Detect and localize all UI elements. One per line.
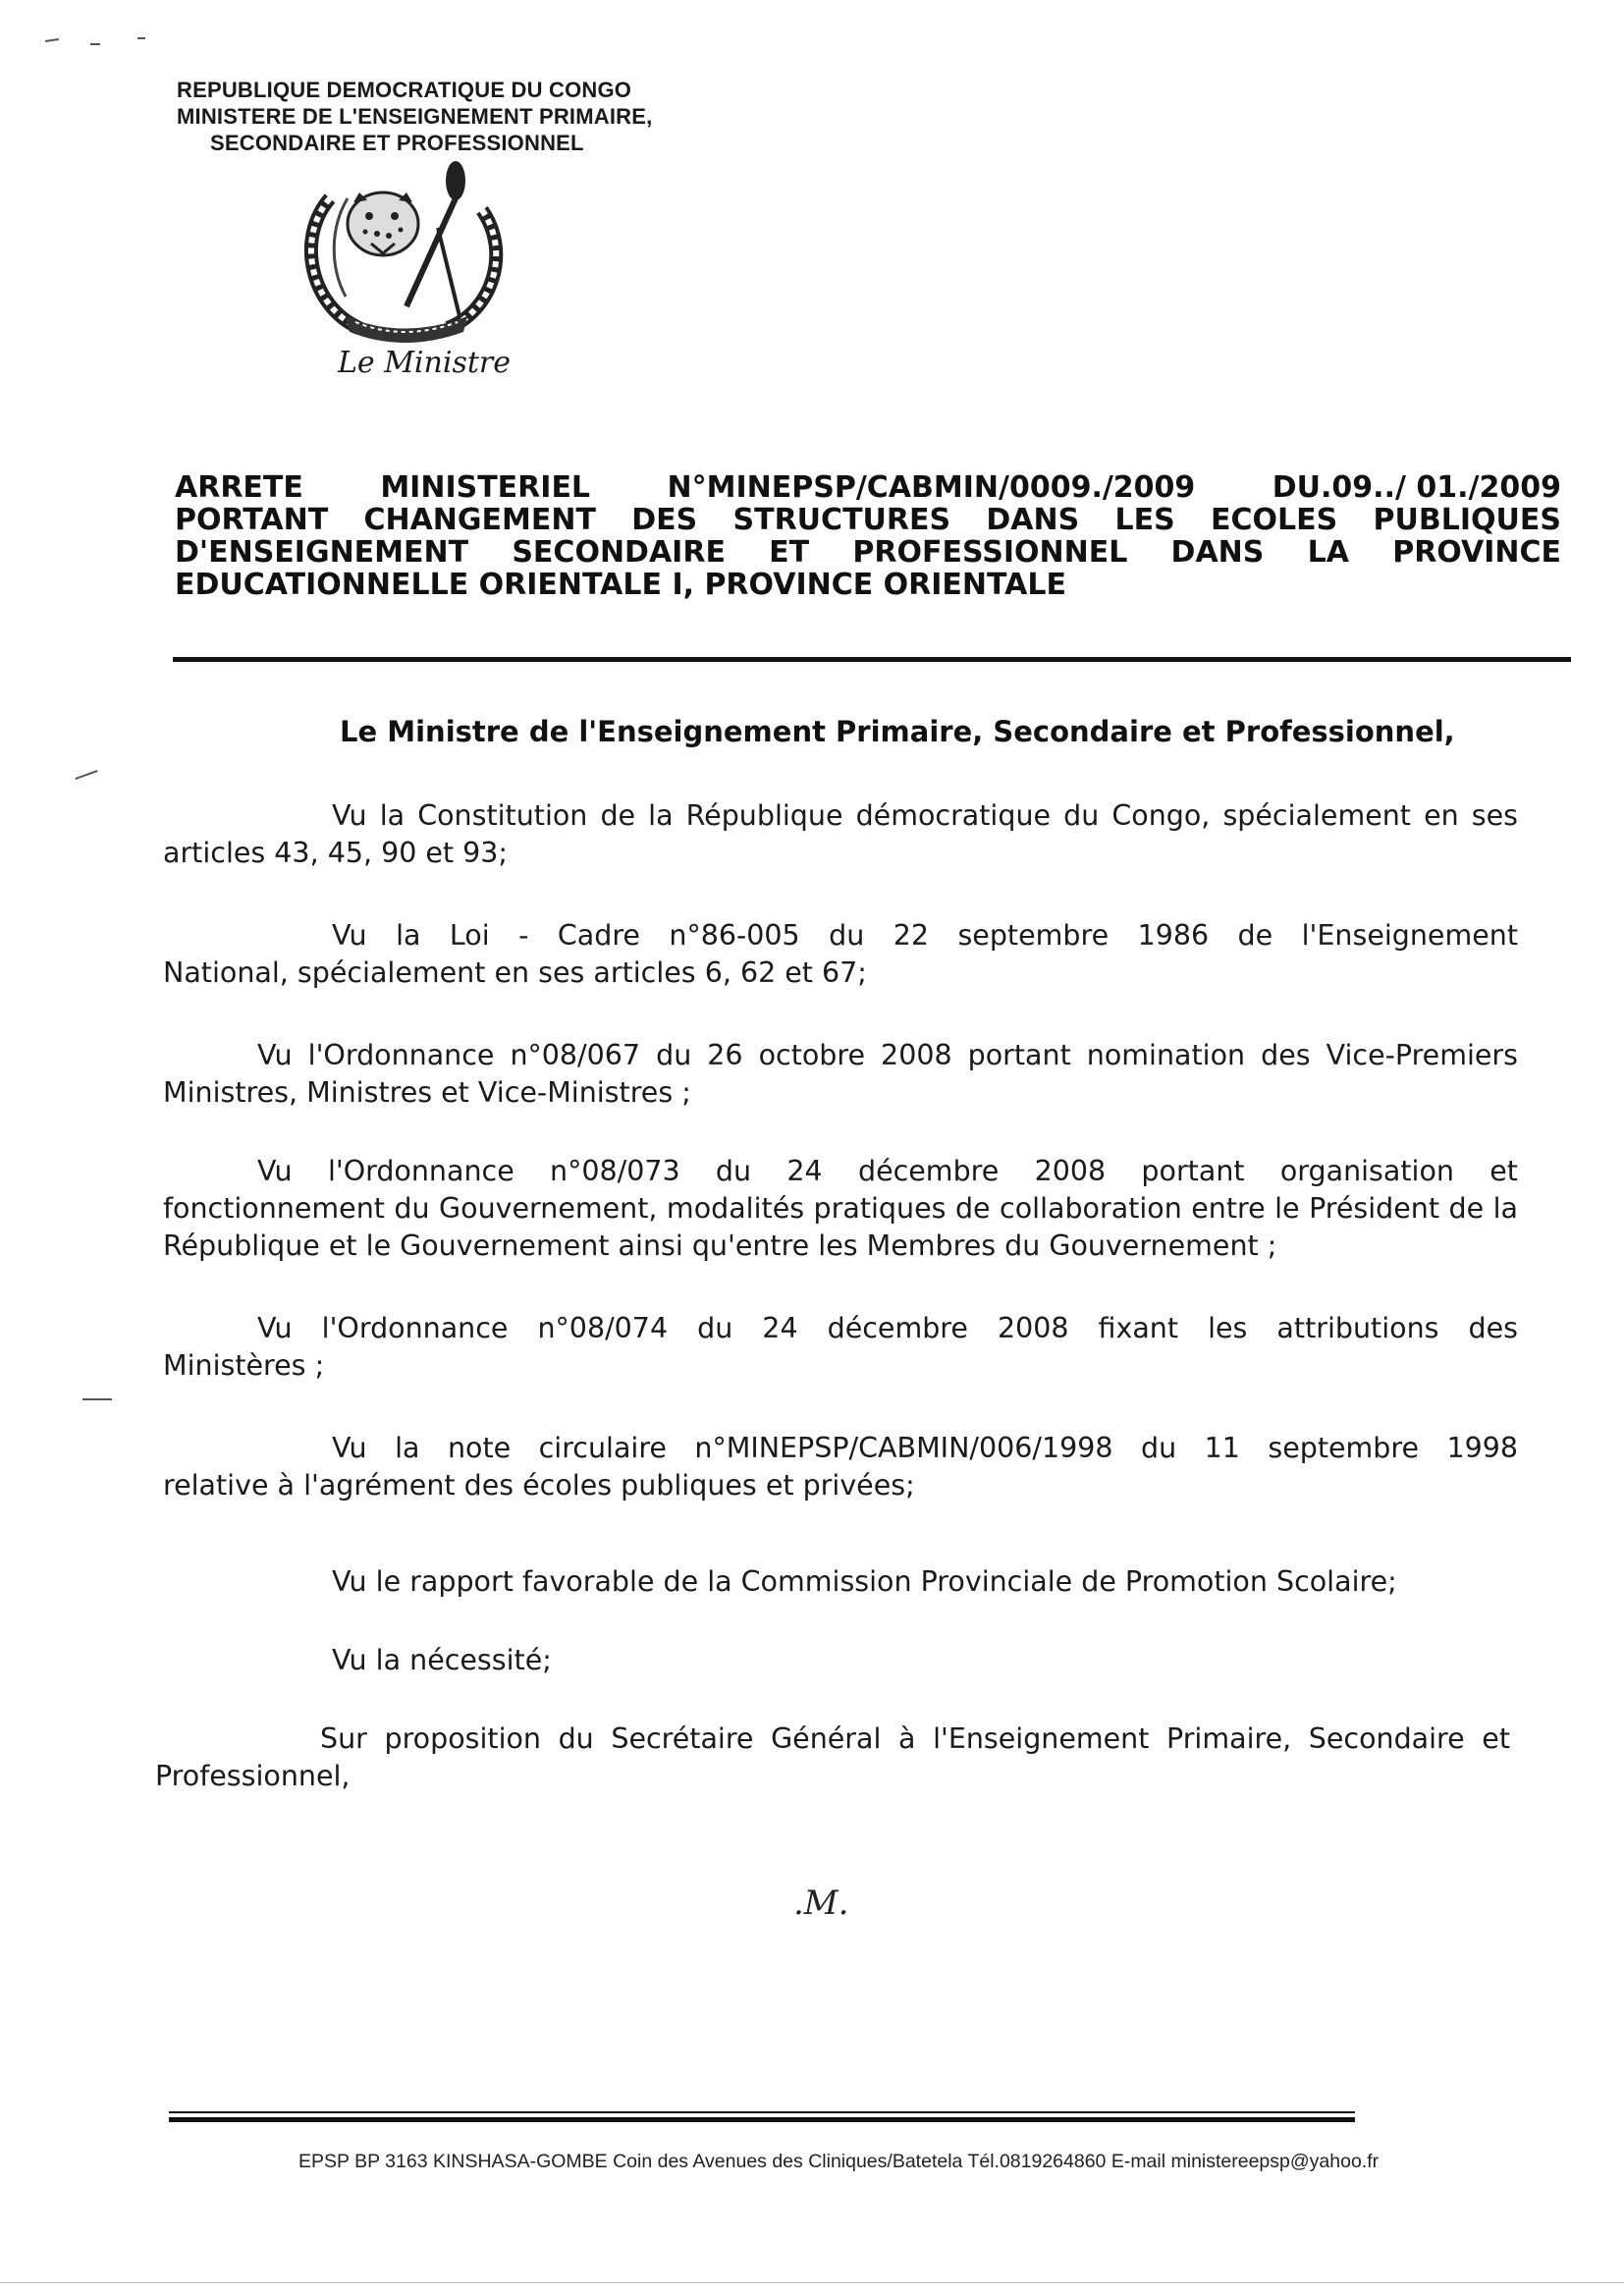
title-word: ARRETE bbox=[175, 470, 303, 505]
considerant bbox=[163, 917, 1518, 992]
title-word: LES bbox=[1114, 503, 1175, 537]
considerant-rest: Professionnel, bbox=[155, 1760, 351, 1792]
considerant bbox=[163, 1153, 1518, 1265]
title-last-line: EDUCATIONNELLE ORIENTALE I, PROVINCE ORIENTALE bbox=[175, 568, 1066, 602]
considerant bbox=[155, 1720, 1510, 1795]
title-word: MINISTERIEL bbox=[380, 470, 591, 505]
title-word: SECONDAIRE bbox=[512, 535, 726, 570]
footer-divider-thin bbox=[169, 2111, 1355, 2113]
considerant-rest: Ministres, Ministres et Vice-Ministres ; bbox=[163, 1076, 691, 1109]
title-word: PORTANT bbox=[175, 503, 329, 537]
considerant-first-line: Vu la Constitution de la République démocratique du Congo, spécialement en ses bbox=[332, 799, 1518, 832]
considerant-rest: National, spécialement en ses articles 6, 62 et 67; bbox=[163, 956, 867, 989]
title-row bbox=[175, 471, 1561, 504]
page-initials: .M. bbox=[793, 1884, 849, 1923]
title-word: ET bbox=[769, 535, 810, 570]
title-word: ECOLES bbox=[1211, 503, 1338, 537]
considerant bbox=[163, 1037, 1518, 1112]
title-word: PUBLIQUES bbox=[1373, 503, 1561, 537]
title-word: PROFESSIONNEL bbox=[852, 535, 1128, 570]
footer-divider-thick bbox=[169, 2117, 1355, 2122]
title-word: DES bbox=[631, 503, 698, 537]
scan-speck bbox=[137, 37, 145, 39]
title-word: LA bbox=[1307, 535, 1349, 570]
letterhead bbox=[177, 77, 785, 156]
considerant-first-line: Sur proposition du Secrétaire Général à l'Enseignement Primaire, Secondaire et bbox=[320, 1722, 1510, 1755]
title-row bbox=[175, 536, 1561, 569]
considerant bbox=[332, 1563, 1530, 1601]
footer-address: EPSP BP 3163 KINSHASA-GOMBE Coin des Avenues des Cliniques/Batetela Tél.0819264860 E-mail ministereepsp@yahoo.fr bbox=[298, 2151, 1380, 2172]
decree-title bbox=[175, 471, 1561, 601]
considerant-line: Vu la nécessité; bbox=[332, 1644, 552, 1676]
considerant-first-line: Vu l'Ordonnance n°08/067 du 26 octobre 2008 portant nomination des Vice-Premiers bbox=[257, 1039, 1518, 1071]
considerant bbox=[163, 1310, 1518, 1385]
title-row bbox=[175, 569, 1561, 601]
decree-date: DU.09../ 01./2009 bbox=[1272, 470, 1561, 505]
letterhead-country: REPUBLIQUE DEMOCRATIQUE DU CONGO bbox=[177, 78, 632, 102]
considerant-rest: Ministères ; bbox=[163, 1349, 325, 1382]
title-row bbox=[175, 504, 1561, 536]
considerant-first-line: Vu la note circulaire n°MINEPSP/CABMIN/006/1998 du 11 septembre 1998 bbox=[332, 1432, 1518, 1464]
considerant bbox=[163, 797, 1518, 872]
considerant-first-line: Vu la Loi - Cadre n°86-005 du 22 septembre 1986 de l'Enseignement bbox=[332, 919, 1518, 952]
title-word: PROVINCE bbox=[1392, 535, 1561, 570]
considerant-rest: relative à l'agrément des écoles publiques et privées; bbox=[163, 1469, 915, 1502]
letterhead-ministry: MINISTERE DE L'ENSEIGNEMENT PRIMAIRE, bbox=[177, 104, 653, 129]
preamble: Le Ministre de l'Enseignement Primaire, Secondaire et Professionnel, bbox=[340, 715, 1455, 748]
considerant-first-line: Vu l'Ordonnance n°08/074 du 24 décembre 2008 fixant les attributions des bbox=[257, 1312, 1518, 1344]
title-word: DANS bbox=[1170, 535, 1265, 570]
considerant-rest: fonctionnement du Gouvernement, modalités pratiques de collaboration entre le Président de la République et le Gouvernement ainsi qu'entre les Membres du Gouvernement ; bbox=[163, 1192, 1518, 1262]
considerant bbox=[332, 1642, 1530, 1679]
considerant bbox=[163, 1430, 1518, 1504]
scan-speck bbox=[0, 2282, 1624, 2283]
considerant-rest: articles 43, 45, 90 et 93; bbox=[163, 837, 509, 869]
title-word: STRUCTURES bbox=[732, 503, 951, 537]
scan-speck bbox=[45, 38, 59, 42]
title-word: D'ENSEIGNEMENT bbox=[175, 535, 469, 570]
title-word: CHANGEMENT bbox=[363, 503, 596, 537]
scan-speck bbox=[75, 770, 97, 780]
scan-speck bbox=[82, 1398, 112, 1400]
scan-speck bbox=[90, 43, 100, 45]
decree-number: N°MINEPSP/CABMIN/0009./2009 bbox=[667, 470, 1196, 505]
letterhead-ministry-cont: SECONDAIRE ET PROFESSIONNEL bbox=[210, 131, 584, 155]
title-divider bbox=[173, 657, 1571, 662]
title-word: DANS bbox=[986, 503, 1080, 537]
coat-of-arms-icon bbox=[291, 159, 516, 365]
considerant-first-line: Vu l'Ordonnance n°08/073 du 24 décembre 2008 portant organisation et bbox=[257, 1155, 1518, 1187]
signature-caption: Le Ministre bbox=[338, 346, 511, 380]
considerant-line: Vu le rapport favorable de la Commission Provinciale de Promotion Scolaire; bbox=[332, 1565, 1397, 1598]
